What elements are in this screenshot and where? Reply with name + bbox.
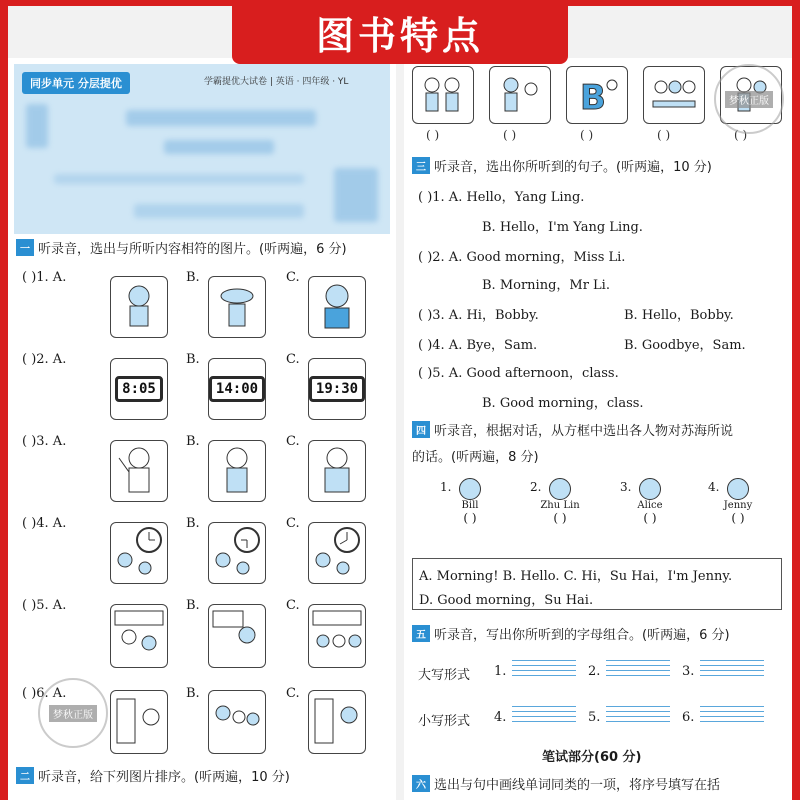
question-3-label: ( )3. A. [22, 434, 67, 449]
series-title: 学霸提优大试卷 | 英语 · 四年级 · YL [204, 77, 349, 87]
girl-face-icon [639, 478, 661, 500]
clock-and-children-icon [309, 524, 365, 582]
section-text: 选出与句中画线单词同类的一项，将序号填写在括 [434, 778, 721, 793]
option-c: C. [286, 598, 300, 613]
girl-illustration-icon [215, 444, 259, 498]
family-scene-icon [209, 693, 265, 751]
character-name: Alice [637, 500, 663, 511]
picture-option [308, 604, 366, 668]
picture-option [208, 276, 266, 338]
question-2b: B. Morning，Mr Li. [482, 278, 610, 293]
banner-title: 图书特点 [315, 13, 484, 58]
question-4b: B. Goodbye，Sam. [624, 338, 746, 353]
right-page [404, 58, 792, 800]
section-text: 听录音，给下列图片排序。(听两遍，10 分) [38, 770, 290, 785]
answer-blank[interactable]: ( ) [503, 128, 517, 142]
character-card [708, 478, 764, 525]
section-number: 一 [16, 239, 34, 256]
watermark-stamp [714, 64, 784, 134]
digital-clock: 19:30 [309, 376, 365, 402]
section-2-title [16, 766, 290, 785]
option-b: B. [186, 598, 200, 613]
option-c: C. [286, 686, 300, 701]
picture-option [208, 440, 266, 502]
option-b: B. [186, 516, 200, 531]
writing-lines[interactable] [606, 706, 670, 728]
writing-lines[interactable] [700, 660, 764, 682]
picture-option [208, 690, 266, 754]
character-name: Zhu Lin [540, 500, 580, 511]
picture-option [566, 66, 628, 124]
picture-option [110, 440, 168, 502]
writing-lines[interactable] [512, 660, 576, 682]
blank-number: 6. [682, 710, 695, 725]
section-number: 五 [412, 625, 430, 642]
picture-option [208, 522, 266, 584]
option-b: B. [186, 434, 200, 449]
answer-blank[interactable]: ( ) [580, 128, 594, 142]
picture-option [110, 604, 168, 668]
writing-lines[interactable] [700, 706, 764, 728]
blurred-block [26, 104, 48, 148]
option-c: C. [286, 352, 300, 367]
svg-text:B: B [580, 78, 606, 118]
option-b: B. [186, 270, 200, 285]
blurred-qr [334, 168, 378, 222]
option-c: C. [286, 270, 300, 285]
children-illustration-icon [418, 71, 468, 119]
picture-option [643, 66, 705, 124]
blurred-subtitle [164, 140, 274, 154]
answer-options-box [412, 558, 782, 610]
blank-number: 3. [682, 664, 695, 679]
question-4-label: ( )4. A. [22, 516, 67, 531]
option-c: C. [286, 516, 300, 531]
section-4-title-cont [412, 446, 539, 465]
section-5-title [412, 624, 730, 643]
question-2a: ( )2. A. Good morning，Miss Li. [418, 250, 626, 265]
letter-b-balloon-icon [572, 71, 622, 119]
section-4-title [412, 420, 733, 439]
picture-option [308, 440, 366, 502]
title-banner [232, 0, 568, 64]
picture-option [308, 522, 366, 584]
boy-face-icon [459, 478, 481, 500]
answer-blank[interactable]: ( ) [426, 128, 440, 142]
character-number: 1. [440, 480, 452, 494]
section-number: 六 [412, 775, 430, 792]
girl-at-door-icon [309, 693, 365, 751]
character-number: 4. [708, 480, 720, 494]
section-text: 听录音，选出你所听到的句子。(听两遍，10 分) [434, 160, 712, 175]
watermark-text: 梦秋正版 [725, 91, 773, 108]
watermark-text: 梦秋正版 [49, 705, 97, 722]
answer-blank[interactable]: ( ) [643, 511, 657, 525]
character-card [620, 478, 676, 525]
girls-illustration-icon [495, 71, 545, 119]
blank-number: 5. [588, 710, 601, 725]
section-text: 听录音，选出与所听内容相符的图片。(听两遍，6 分) [38, 242, 347, 257]
door-scene-icon [111, 693, 167, 751]
section-number: 四 [412, 421, 430, 438]
question-5a: ( )5. A. Good afternoon，class. [418, 366, 619, 381]
picture-option [208, 358, 266, 420]
writing-lines[interactable] [512, 706, 576, 728]
boy-waving-icon [117, 444, 161, 498]
options-line-1: A. Morning! B. Hello. C. Hi，Su Hai，I'm Jenny. [419, 569, 733, 584]
red-border-left [0, 0, 8, 800]
section-6-title [412, 774, 720, 793]
clock-and-children-icon [111, 524, 167, 582]
blurred-info [54, 174, 304, 184]
picture-option [110, 522, 168, 584]
answer-blank[interactable]: ( ) [657, 128, 671, 142]
character-card [440, 478, 496, 525]
options-line-2: D. Good morning，Su Hai. [419, 593, 594, 608]
unit-tag: 同步单元 分层提优 [22, 72, 130, 94]
question-1-label: ( )1. A. [22, 270, 67, 285]
character-name: Bill [461, 500, 479, 511]
lowercase-label: 小写形式 [418, 714, 471, 729]
question-5b: B. Good morning，class. [482, 396, 644, 411]
option-c: C. [286, 434, 300, 449]
picture-option [412, 66, 474, 124]
written-part-heading: 笔试部分(60 分) [542, 750, 642, 765]
character-number: 2. [530, 480, 542, 494]
section-3-title [412, 156, 712, 175]
digital-clock: 8:05 [115, 376, 163, 402]
section-text: 听录音，根据对话，从方框中选出各人物对苏海所说 [434, 424, 734, 439]
picture-option [110, 690, 168, 754]
girl-face-icon [549, 478, 571, 500]
character-card [530, 478, 586, 525]
section-number: 二 [16, 767, 34, 784]
blank-number: 2. [588, 664, 601, 679]
blurred-score [134, 204, 304, 218]
answer-blank[interactable]: ( ) [553, 511, 567, 525]
tiger-illustration-icon [315, 282, 359, 332]
cat-boy-illustration-icon [119, 282, 159, 332]
question-3a: ( )3. A. Hi，Bobby. [418, 308, 539, 323]
option-b: B. [186, 352, 200, 367]
teacher-scene-icon [209, 607, 265, 665]
section-text: 的话。(听两遍，8 分) [412, 450, 539, 465]
man-illustration-icon [315, 444, 359, 498]
blank-number: 4. [494, 710, 507, 725]
picture-option [489, 66, 551, 124]
picture-option [308, 690, 366, 754]
answer-blank[interactable]: ( ) [734, 128, 748, 142]
left-page [8, 58, 396, 800]
question-1a: ( )1. A. Hello，Yang Ling. [418, 190, 585, 205]
character-number: 3. [620, 480, 632, 494]
question-2-label: ( )2. A. [22, 352, 67, 367]
family-table-icon [649, 71, 699, 119]
picture-option [208, 604, 266, 668]
picture-option [110, 276, 168, 338]
question-5-label: ( )5. A. [22, 598, 67, 613]
answer-blank[interactable]: ( ) [731, 511, 745, 525]
watermark-stamp [38, 678, 108, 748]
clock-and-children-icon [209, 524, 265, 582]
question-3b: B. Hello，Bobby. [624, 308, 734, 323]
question-6-label: ( )6. A. [22, 686, 67, 701]
option-b: B. [186, 686, 200, 701]
blank-number: 1. [494, 664, 507, 679]
girl-face-icon [727, 478, 749, 500]
character-name: Jenny [723, 500, 753, 511]
question-4a: ( )4. A. Bye，Sam. [418, 338, 538, 353]
uppercase-label: 大写形式 [418, 668, 471, 683]
section-1-title [16, 238, 347, 257]
question-1b: B. Hello，I'm Yang Ling. [482, 220, 643, 235]
section-number: 三 [412, 157, 430, 174]
page-header [14, 64, 390, 234]
digital-clock: 14:00 [209, 376, 265, 402]
classroom-scene-icon [111, 607, 167, 665]
students-scene-icon [309, 607, 365, 665]
picture-option [110, 358, 168, 420]
red-border-right [792, 0, 800, 800]
answer-blank[interactable]: ( ) [463, 511, 477, 525]
picture-option [308, 358, 366, 420]
picture-option [308, 276, 366, 338]
crocodile-illustration-icon [215, 282, 259, 332]
blurred-title [126, 110, 316, 126]
writing-lines[interactable] [606, 660, 670, 682]
section-text: 听录音，写出你所听到的字母组合。(听两遍，6 分) [434, 628, 730, 643]
